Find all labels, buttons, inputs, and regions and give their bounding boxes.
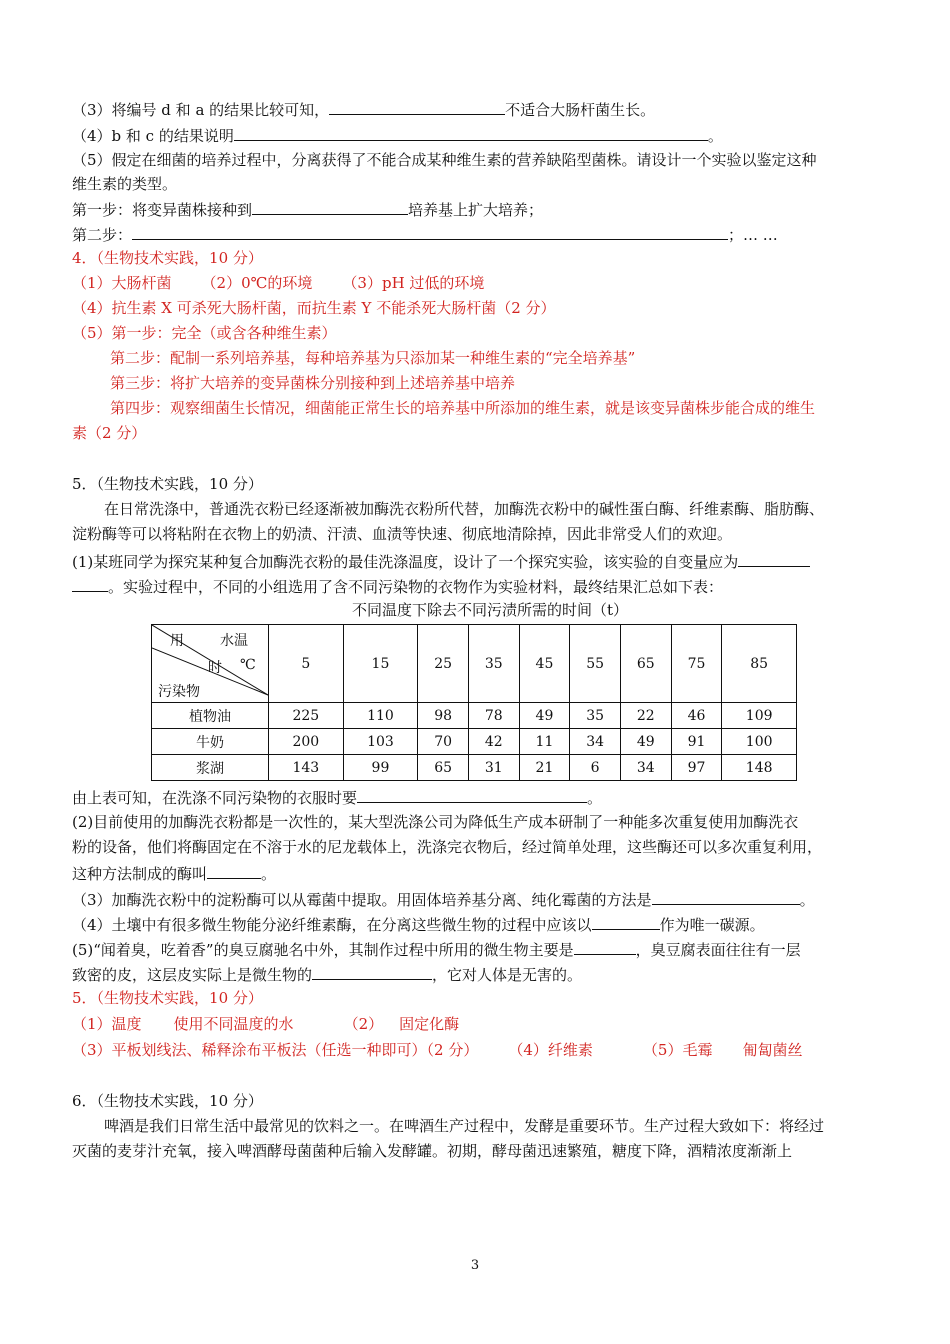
table-cell: 34 [570,729,621,755]
q5-q1-line2: 。实验过程中，不同的小组选用了含不同污染物的衣物作为实验材料，最终结果汇总如下表： [72,575,723,597]
table-cell: 49 [519,703,570,729]
temp-header: 55 [570,625,621,703]
q6-title: 6．（生物技术实践，10 分） [72,1092,263,1110]
temp-header: 75 [671,625,722,703]
q4-item5-line1: （5）假定在细菌的培养过程中，分离获得了不能合成某种维生素的营养缺陷型菌株。请设计一个实验以鉴定这种 [72,151,817,169]
q6-para-line2: 灭菌的麦芽汁充氧，接入啤酒酵母菌菌种后输入发酵罐。初期，酵母菌迅速繁殖，糖度下降，酒精浓度渐渐上 [72,1142,793,1160]
answer4-line3: （5）第一步：完全（或含各种维生素） [72,324,337,342]
table-cell: 49 [620,729,671,755]
answer-blank[interactable] [357,786,587,803]
answer-blank[interactable] [329,98,505,115]
table-cell: 148 [722,755,797,781]
table-cell: 103 [343,729,418,755]
q4-item4: （4）b 和 c 的结果说明 。 [72,124,723,146]
table-cell: 91 [671,729,722,755]
q5-q5-line2: 致密的皮，这层皮实际上是微生物的 ，它对人体是无害的。 [72,963,582,985]
q5-q2-line1: (2)目前使用的加酶洗衣粉都是一次性的，某大型洗涤公司为降低生产成本研制了一种能多次重复使用加酶洗衣 [72,813,799,831]
table-cell: 6 [570,755,621,781]
diagonal-header-cell [152,625,269,703]
q4-item5-line2: 维生素的类型。 [72,175,178,193]
table-cell: 34 [620,755,671,781]
q4-item3: （3）将编号 d 和 a 的结果比较可知， 不适合大肠杆菌生长。 [72,98,655,120]
q5-q4: （4）土壤中有很多微生物能分泌纤维素酶，在分离这些微生物的过程中应该以 作为唯一碳源。 [72,913,765,935]
answer-blank[interactable] [652,888,800,905]
table-cell: 42 [468,729,519,755]
q5-q3: （3）加酶洗衣粉中的淀粉酶可以从霉菌中提取。用固体培养基分离、纯化霉菌的方法是 。 [72,888,815,910]
q5-q1-line1: (1)某班同学为探究某种复合加酶洗衣粉的最佳洗涤温度，设计了一个探究实验，该实验的自变量应为 [72,550,810,572]
answer5-line2: （3）平板划线法、稀释涂布平板法（任选一种即可）（2 分） （4）纤维素 （5）毛霉 匍匐菌丝 [72,1041,803,1059]
table-cell: 35 [570,703,621,729]
answer5-title: 5．（生物技术实践，10 分） [72,989,263,1007]
table-cell: 70 [418,729,469,755]
table-cell: 78 [468,703,519,729]
temp-header: 5 [269,625,344,703]
header-temp: 水温 [220,633,248,649]
table-cell: 31 [468,755,519,781]
answer4-line1: （1）大肠杆菌 （2）0℃的环境 （3）pH 过低的环境 [72,274,485,292]
results-table [151,624,797,781]
table-cell: 65 [418,755,469,781]
q4-step2: 第二步： ；… … [72,223,778,245]
table-cell: 99 [343,755,418,781]
table-row [152,729,797,755]
q5-para-line2: 淀粉酶等可以将粘附在衣物上的奶渍、汗渍、血渍等快速、彻底地清除掉，因此非常受人们的欢迎。 [72,525,733,543]
answer-blank[interactable] [207,862,261,879]
table-cell: 21 [519,755,570,781]
q5-q2-line3: 这种方法制成的酶叫 。 [72,862,276,884]
table-cell: 98 [418,703,469,729]
answer-blank[interactable] [72,575,108,592]
answer4-line5: 第三步：将扩大培养的变异菌株分别接种到上述培养基中培养 [110,374,516,392]
table-cell: 143 [269,755,344,781]
q5-para-line1: 在日常洗涤中，普通洗衣粉已经逐渐被加酶洗衣粉所代替，加酶洗衣粉中的碱性蛋白酶、纤维素酶、脂肪酶、 [104,500,825,518]
row-label: 牛奶 [152,729,269,755]
q5-after-table: 由上表可知，在洗涤不同污染物的衣服时要 。 [72,786,602,808]
table-cell: 109 [722,703,797,729]
table-row [152,703,797,729]
answer-blank[interactable] [592,913,660,930]
answer-blank[interactable] [132,223,728,240]
table-cell: 97 [671,755,722,781]
table-caption: 不同温度下除去不同污渍所需的时间（t） [352,601,629,619]
row-label: 浆湖 [152,755,269,781]
q6-para-line1: 啤酒是我们日常生活中最常见的饮料之一。在啤酒生产过程中，发酵是重要环节。生产过程大致如下：将经过 [104,1117,825,1135]
page-number: 3 [470,1258,480,1273]
temp-header: 45 [519,625,570,703]
answer4-title: 4．（生物技术实践，10 分） [72,249,263,267]
answer4-line4: 第二步：配制一系列培养基，每种培养基为只添加某一种维生素的“完全培养基” [110,349,636,367]
answer-blank[interactable] [234,124,708,141]
q5-q2-line2: 粉的设备，他们将酶固定在不溶于水的尼龙载体上，洗涤完衣物后，经过简单处理，这些酶还可以多次重复利用， [72,838,823,856]
header-time: 时 [208,660,222,676]
table-cell: 100 [722,729,797,755]
table-cell: 46 [671,703,722,729]
answer4-line6: 第四步：观察细菌生长情况，细菌能正常生长的培养基中所添加的维生素，就是该变异菌株步能合成的维生 [110,399,816,417]
q5-q5-line1: (5)“闻着臭，吃着香”的臭豆腐驰名中外，其制作过程中所用的微生物主要是 ，臭豆腐表面往往有一层 [72,938,801,960]
temp-header: 25 [418,625,469,703]
answer5-line1: （1）温度 使用不同温度的水 （2） 固定化酶 [72,1015,460,1033]
temp-header: 65 [620,625,671,703]
answer-blank[interactable] [252,198,408,215]
table-cell: 225 [269,703,344,729]
row-label: 植物油 [152,703,269,729]
temp-header: 85 [722,625,797,703]
answer4-line2: （4）抗生素 X 可杀死大肠杆菌，而抗生素 Y 不能杀死大肠杆菌（2 分） [72,299,556,317]
table-row [152,755,797,781]
q5-title: 5．（生物技术实践，10 分） [72,475,263,493]
table-cell: 22 [620,703,671,729]
table-cell: 200 [269,729,344,755]
answer4-line7: 素（2 分） [72,424,147,442]
q4-step1: 第一步：将变异菌株接种到 培养基上扩大培养； [72,198,543,220]
header-use: 用 [170,633,184,649]
table-cell: 11 [519,729,570,755]
temp-header: 15 [343,625,418,703]
header-pollutant: 污染物 [158,684,200,700]
table-header-row [152,625,797,703]
header-unit: ℃ [240,657,256,673]
answer-blank[interactable] [738,550,810,567]
temp-header: 35 [468,625,519,703]
table-cell: 110 [343,703,418,729]
answer-blank[interactable] [574,938,636,955]
answer-blank[interactable] [312,963,432,980]
